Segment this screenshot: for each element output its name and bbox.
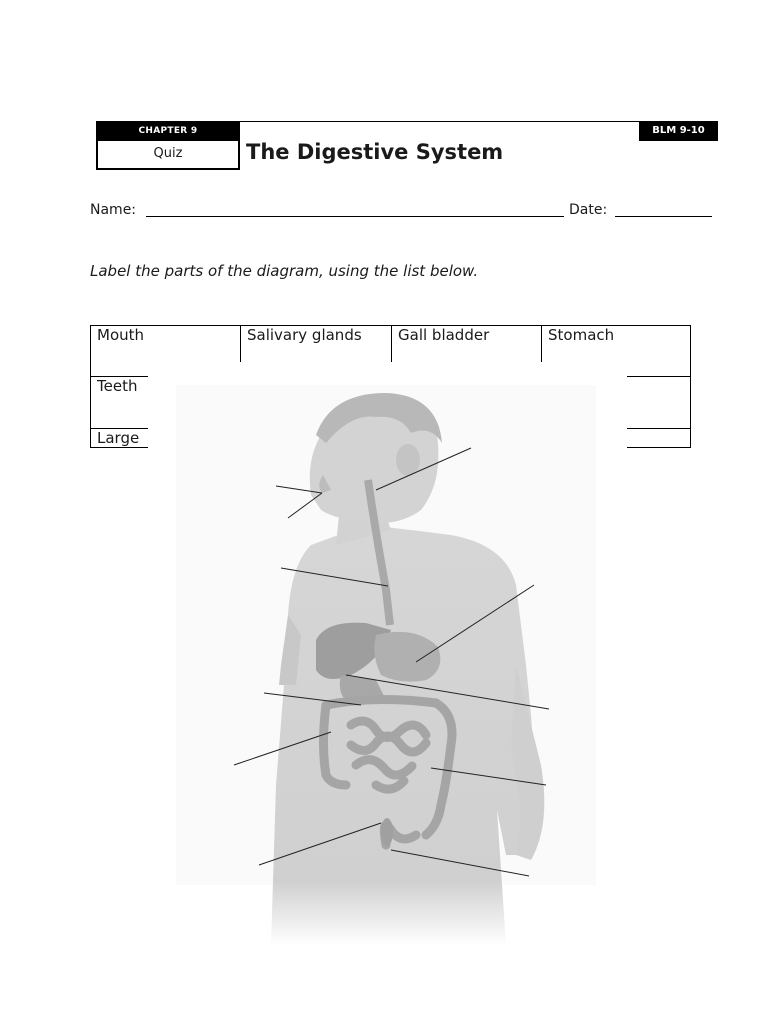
table-row-line	[627, 428, 691, 429]
word-cell: Salivary glands	[247, 326, 362, 344]
digestive-system-diagram	[176, 385, 596, 945]
table-row-line	[90, 447, 148, 448]
table-row-line	[627, 447, 691, 448]
instructions: Label the parts of the diagram, using the list below.	[90, 262, 479, 280]
word-cell: Stomach	[548, 326, 615, 344]
blm-label: BLM 9-10	[639, 121, 718, 141]
chapter-label: CHAPTER 9	[96, 121, 240, 141]
word-cell: Gall bladder	[398, 326, 490, 344]
head	[310, 393, 442, 523]
table-left-border	[90, 325, 91, 448]
word-cell: Large	[97, 429, 140, 447]
page-title: The Digestive System	[246, 140, 504, 164]
date-label: Date:	[569, 202, 608, 218]
date-field[interactable]	[615, 216, 712, 217]
table-divider	[240, 325, 241, 362]
quiz-label: Quiz	[96, 141, 240, 170]
table-divider	[541, 325, 542, 362]
table-row-line	[627, 376, 691, 377]
table-right-border	[690, 325, 691, 448]
appendix	[381, 818, 393, 846]
word-cell: Mouth	[97, 326, 145, 344]
table-divider	[391, 325, 392, 362]
word-cell: Teeth	[97, 377, 138, 395]
name-field[interactable]	[146, 216, 564, 217]
name-label: Name:	[90, 202, 137, 218]
